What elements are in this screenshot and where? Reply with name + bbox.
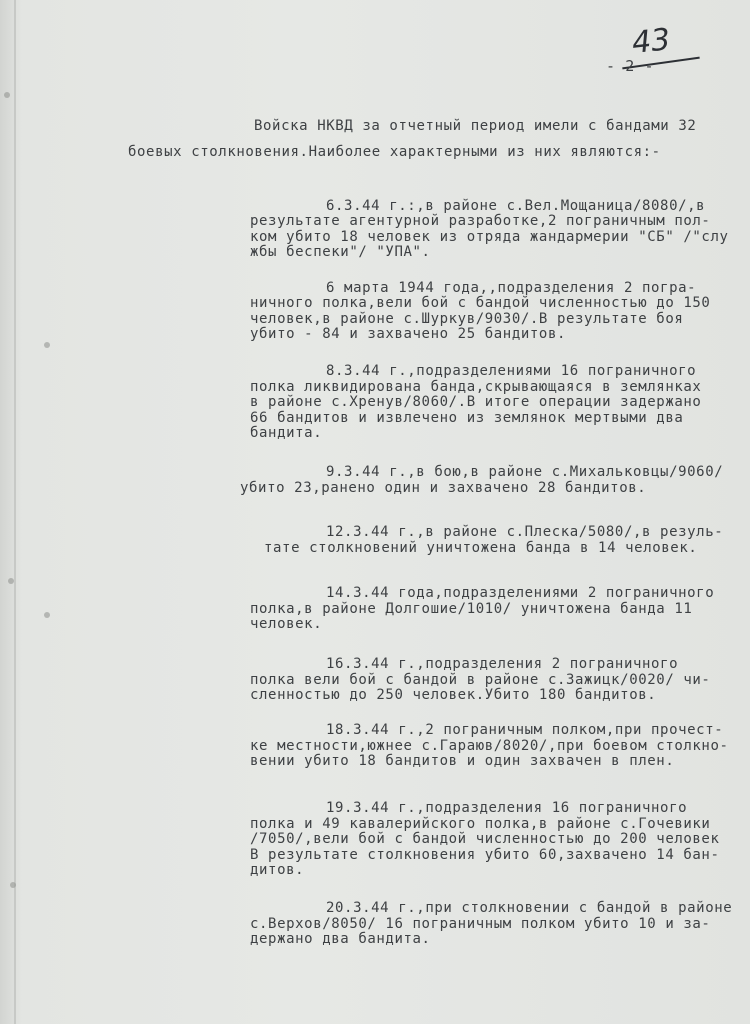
entry-line: полка вели бой с бандой в районе с.Зажицк/0020/ чи- xyxy=(250,672,711,688)
entry-line: 20.3.44 г.,при столкновении с бандой в районе xyxy=(326,900,733,916)
entry-line: 9.3.44 г.,в бою,в районе с.Михальковцы/9060/ xyxy=(326,464,724,480)
page-number: - 2 - xyxy=(606,57,655,75)
entry-line: В результате столкновения убито 60,захвачено 14 бан- xyxy=(250,847,720,863)
entry-line: сленностью до 250 человек.Убито 180 бандитов. xyxy=(250,687,657,703)
entry-line: /7050/,вели бой с бандой численностью до 200 человек xyxy=(250,831,720,847)
binder-hole xyxy=(10,882,16,888)
entry-line: результате агентурной разработке,2 пограничным пол- xyxy=(250,213,711,229)
entry-line: 16.3.44 г.,подразделения 2 пограничного xyxy=(326,656,679,672)
entry-line: жбы беспеки"/ "УПА". xyxy=(250,244,431,260)
entry-line: человек. xyxy=(250,616,323,632)
binder-hole xyxy=(8,578,14,584)
entry-line: ке местности,южнее с.Гараюв/8020/,при боевом столкно- xyxy=(250,738,729,754)
binder-hole xyxy=(4,92,10,98)
intro-line: Войска НКВД за отчетный период имели с бандами 32 xyxy=(254,118,697,134)
entry-line: 12.3.44 г.,в районе с.Плеска/5080/,в резуль- xyxy=(326,524,724,540)
entry-line: убито - 84 и захвачено 25 бандитов. xyxy=(250,326,567,342)
entry-line: 18.3.44 г.,2 пограничным полком,при прочест- xyxy=(326,722,724,738)
entry-line: человек,в районе с.Шуркув/9030/.В результате боя xyxy=(250,311,684,327)
entry-line: полка и 49 кавалерийского полка,в районе с.Гочевики xyxy=(250,816,711,832)
entry-line: бандита. xyxy=(250,425,323,441)
page-edge-shadow xyxy=(14,0,16,1024)
entry-line: дитов. xyxy=(250,862,305,878)
entry-line: с.Верхов/8050/ 16 пограничным полком убито 10 и за- xyxy=(250,916,711,932)
entry-line: ничного полка,вели бой с бандой численностью до 150 xyxy=(250,295,711,311)
binder-hole xyxy=(44,342,50,348)
entry-line: ком убито 18 человек из отряда жандармерии "СБ" /"слу xyxy=(250,229,729,245)
handwritten-folio-number: 43 xyxy=(630,22,672,61)
entry-line: полка ликвидирована банда,скрывающаяся в землянках xyxy=(250,379,702,395)
entry-line: тате столкновений уничтожена банда в 14 человек. xyxy=(264,540,698,556)
binder-hole xyxy=(44,612,50,618)
entry-line: держано два бандита. xyxy=(250,931,431,947)
entry-line: 6.3.44 г.:,в районе с.Вел.Мощаница/8080/,в xyxy=(326,198,706,214)
entry-line: полка,в районе Долгошие/1010/ уничтожена банда 11 xyxy=(250,601,693,617)
entry-line: убито 23,ранено один и захвачено 28 бандитов. xyxy=(240,480,647,496)
entry-line: 8.3.44 г.,подразделениями 16 пограничного xyxy=(326,363,697,379)
entry-line: 66 бандитов и извлечено из землянок мертвыми два xyxy=(250,410,684,426)
entry-line: 14.3.44 года,подразделениями 2 пограничного xyxy=(326,585,715,601)
entry-line: вении убито 18 бандитов и один захвачен в плен. xyxy=(250,753,675,769)
intro-line: боевых столкновения.Наиболее характерными из них являются:- xyxy=(128,144,661,160)
entry-line: 19.3.44 г.,подразделения 16 пограничного xyxy=(326,800,688,816)
entry-line: в районе с.Хренув/8060/.В итоге операции задержано xyxy=(250,394,702,410)
entry-line: 6 марта 1944 года,,подразделения 2 погра- xyxy=(326,280,697,296)
